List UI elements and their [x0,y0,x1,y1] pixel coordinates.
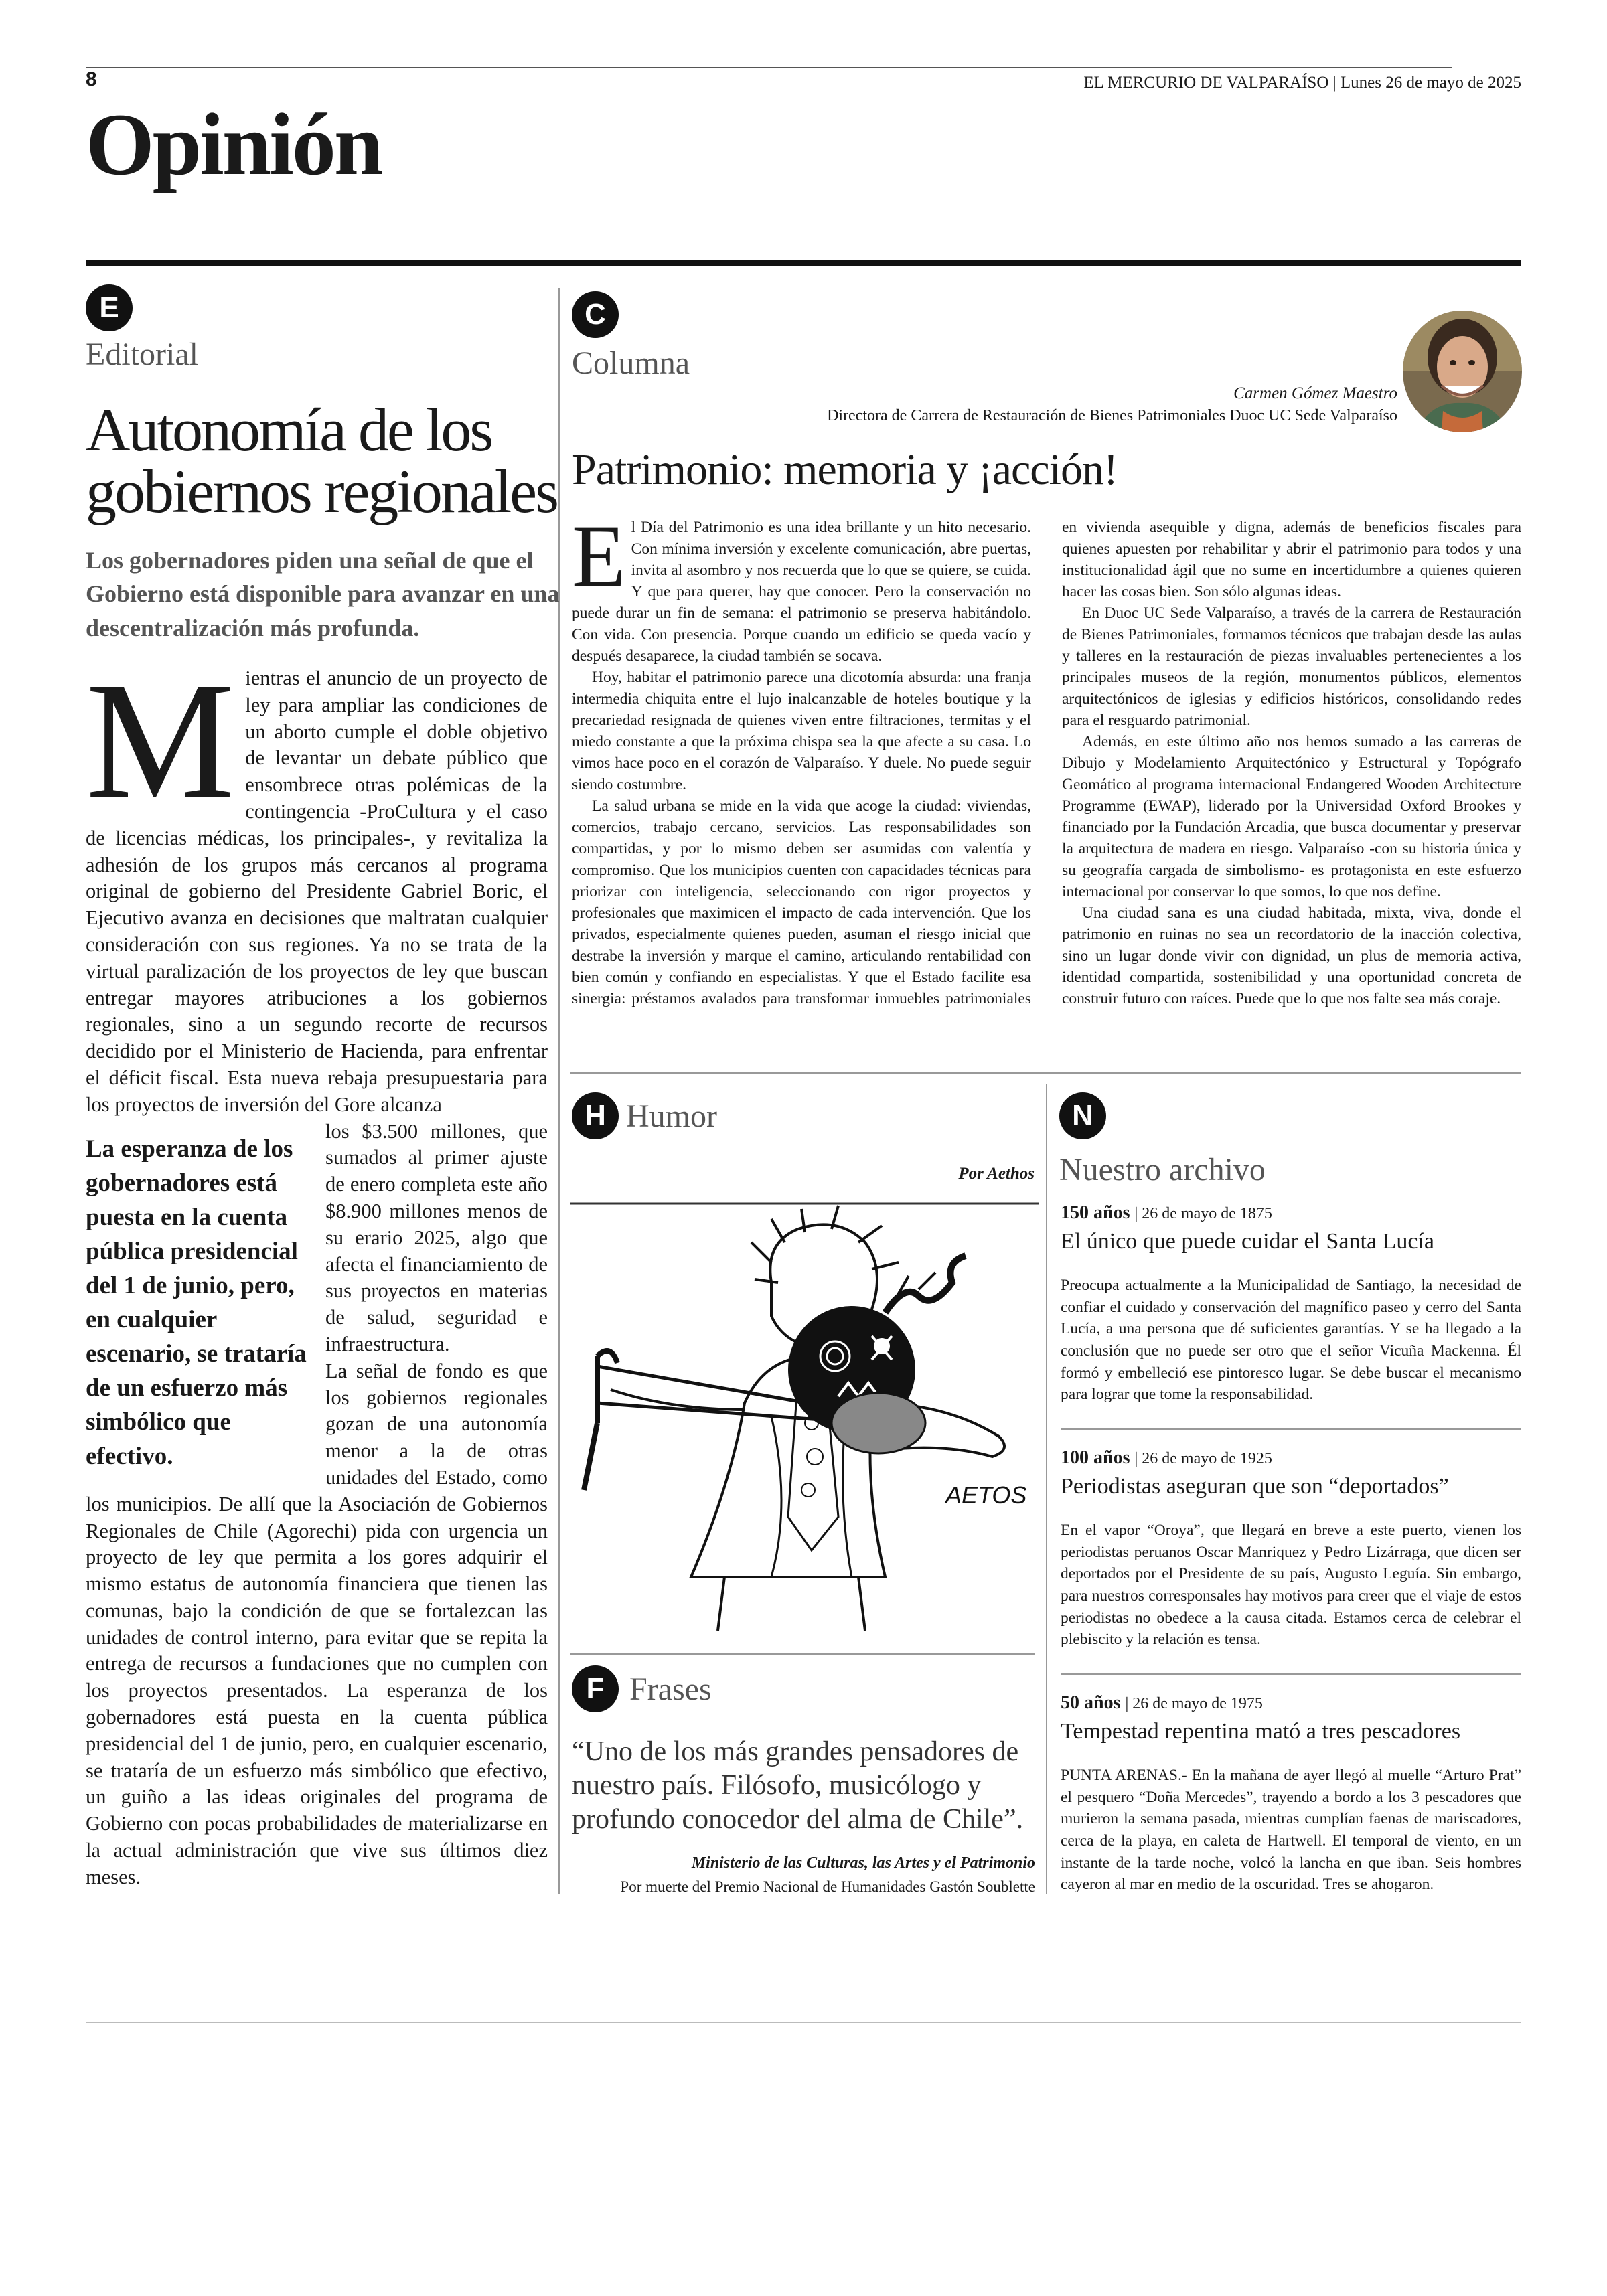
masthead-name: EL MERCURIO DE VALPARAÍSO [1083,74,1329,92]
archivo-item-years: 50 años [1061,1692,1121,1713]
columna-headline: Patrimonio: memoria y ¡acción! [572,445,1118,494]
humor-badge: H [572,1092,619,1139]
archivo-item-date-text: | 26 de mayo de 1875 [1134,1205,1272,1222]
columna-paragraph-2: Hoy, habitar el patrimonio parece una dicotomía absurda: una franja intermedia chiquita entre el lujo inalcanzable de hoteles boutique y la precariedad resignada de quienes viven entre filtraciones, termitas y el miedo constante a que la próxima chispa sea la que afecte a su casa. Lo vimos hace poco en el corazón de Valparaíso. Y duele. No puede seguir siendo costumbre. [572,669,1031,793]
masthead-date: Lunes 26 de mayo de 2025 [1340,74,1521,92]
archivo-item [1061,1202,1521,1406]
archivo-item-date-text: | 26 de mayo de 1975 [1125,1695,1263,1712]
archivo-divider [1061,1673,1521,1675]
archivo-item-date [1061,1692,1521,1714]
columna-label: Columna [572,345,690,381]
editorial-body-part2: los $3.500 millones, que sumados al primer ajuste de enero completa este año $8.900 millones menos de su erario 2025, algo que afecta el financiamiento de sus proyectos en materias de salud, seguridad e infraestructura. [325,1119,548,1356]
archivo-item-headline: Tempestad repentina mató a tres pescadores [1061,1719,1461,1744]
frases-badge: F [572,1665,619,1712]
humor-label: Humor [626,1098,717,1134]
header-rule [86,67,1452,68]
columna-paragraph-6: Una ciudad sana es una ciudad habitada, mixta, viva, donde el patrimonio en ruinas no sea un recordatorio de la inacción colectiva, sino un lugar donde vivir con dignidad, un plus de memoria activa, identidad compartida, sostenibilidad y una oportunidad concreta de construir futuro con raíces. Puede que lo que nos falte sea más coraje. [1062,904,1521,1007]
frases-label: Frases [629,1671,712,1707]
section-title: Opinión [86,95,382,193]
archivo-badge: N [1059,1092,1106,1139]
columna-paragraph-3: La salud urbana se mide en la vida que acoge la ciudad: viviendas, comercios, trabajo cercano, servicios. Las responsabilidades son compartidas, y por lo mismo deben ser asumidas con valentía y compromiso. Que los municipios cuenten con capacidades técnicas para priorizar con inteligencia, seleccionando con rigor proyectos y profesionales que maximicen el impacto de cada intervención. Que los privados, especialmente quienes pueden, asuman el riesgo inicial que destrabe la inversión y marque el camino, articulando rentabilidad con bien común y confiando en especialistas. Y que el Estado facilite esa sinergia: préstamos avalados para transformar inmuebles patrimoniales en vivienda asequible y digna, además de beneficios fiscales para quienes apuesten por rehabilitar y abrir el patrimonio para todos y una institucionalidad ágil que no sume en incertidumbre a quienes quieren hacer las cosas bien. Son sólo algunas ideas. [572,519,1521,1007]
frases-quote: “Uno de los más grandes pensadores de nuestro país. Filósofo, musicólogo y profundo conocedor del alma de Chile”. [572,1736,1024,1835]
columna-dropcap: E [572,507,626,605]
masthead: EL MERCURIO DE VALPARAÍSO | Lunes 26 de mayo de 2025 [1083,74,1521,92]
column-divider-right [1046,1084,1047,1894]
section-rule [86,260,1521,266]
archivo-item-body: En el vapor “Oroya”, que llegará en breve a este puerto, vienen los periodistas peruanos Oscar Manriquez y Pedro Lizárraga, que dicen ser deportados por el Presidente de su país, Augusto Leguía. Sin embargo, para nuestros corresponsales hay motivos para creer que el viaje de estos periodistas no obedece a la causa citada. Estamos cerca de celebrar el plebiscito y la relación es tensa. [1061,1522,1521,1649]
archivo-item [1061,1447,1521,1651]
editorial-deck: Los gobernadores piden una señal de que el Gobierno está disponible para avanzar en una descentralización más profunda. [86,547,560,641]
frases-source: Ministerio de las Culturas, las Artes y el Patrimonio [691,1854,1035,1872]
columna-badge: C [572,291,619,338]
editorial-label: Editorial [86,337,198,372]
archivo-item-body: PUNTA ARENAS.- En la mañana de ayer llegó al muelle “Arturo Prat” el pesquero “Doña Mercedes”, trayendo a bordo a los 3 pescadores que murieron la semana pasada, mientras cumplían faenas de mariscadores, cerca de la playa, en caleta de Hartwell. El temporal de viento, en un instante de la tarde noche, volcó la lancha en que iban. Seis hombres cayeron al mar en medio de la oscuridad. Tres se ahogaron. [1061,1767,1521,1894]
humor-cartoon [570,1202,1039,1645]
cartoon-signature: AETOS [945,1481,1027,1509]
column-divider-left [558,288,560,1894]
humor-credit: Por Aethos [958,1165,1035,1183]
archivo-item-headline: Periodistas aseguran que son “deportados” [1061,1474,1449,1499]
columna-paragraph-4: En Duoc UC Sede Valparaíso, a través de la carrera de Restauración de Bienes Patrimoniales, formamos técnicos que trabajan desde las aulas y talleres en la restauración de piezas invaluables pertenecientes a los principales museos de la región, monumentos públicos, elementos arquitectónicos de iglesias y edificios históricos, consolidando redes para el resguardo patrimonial. [1062,604,1521,729]
archivo-item-years: 100 años [1061,1447,1130,1468]
editorial-body-part3: La señal de fondo es que los gobiernos regionales gozan de una autonomía menor a la de otras unidades del Estado, como los municipios. De allí que la Asociación de Gobiernos Regionales de Chile (Agorechi) pida con urgencia un proyecto de ley que permita a los gores adquirir el mismo estatus de autonomía financiera que tienen las comunas, bajo la condición de que se fortalezcan las unidades de control interno, para evitar que se repita la entrega de recursos a fundaciones que no cumplen con los proyectos presentados. La esperanza de los gobernadores está puesta en la cuenta pública presidencial del 1 de junio, pero, en cualquier escenario, se trataría de un esfuerzo más simbólico que efectivo, un guiño a las ideas originales del programa de Gobierno con pocas probabilidades de materializarse en la actual administración que vive sus últimos diez meses. [86,1359,548,1888]
columna-author-role: Directora de Carrera de Restauración de Bienes Patrimoniales Duoc UC Sede Valparaíso [827,407,1397,424]
page-number: 8 [86,68,97,90]
columna-bottom-rule [570,1072,1521,1074]
editorial-body [86,648,548,1891]
archivo-divider [1061,1428,1521,1430]
archivo-item-date [1061,1202,1521,1224]
editorial-headline-line2: gobiernos regionales [86,457,557,525]
archivo-item-years: 150 años [1061,1202,1130,1223]
frases-top-rule [570,1653,1035,1655]
archivo-item-date-text: | 26 de mayo de 1925 [1134,1450,1272,1467]
page-bottom-rule [86,2022,1521,2023]
frases-context: Por muerte del Premio Nacional de Humanidades Gastón Soublette [620,1878,1035,1895]
columna-author: Carmen Gómez Maestro [1233,384,1397,402]
editorial-dropcap: M [86,648,235,833]
editorial-pullquote: La esperanza de los gobernadores está puesta en la cuenta pública presidencial del 1 de junio, pero, en cualquier escenario, se trataría de un esfuerzo más simbólico que efectivo. [86,1135,307,1470]
archivo-item-headline: El único que puede cuidar el Santa Lucía [1061,1229,1434,1254]
columna-paragraph-1: l Día del Patrimonio es una idea brillante y un hito necesario. Con mínima inversión y excelente comunicación, abre puertas, invita al asombro y nos recuerda que lo que se quiere, se cuida. Y que para querer, hay que conocer. Pero la conservación no puede durar un fin de semana: el patrimonio se preserva habitándolo. Con vida. Con presencia. Porque cuando un edificio se queda vacío y después desaparece, la ciudad también se socava. [572,519,1031,665]
columna-paragraph-5: Además, en este último año nos hemos sumado a las carreras de Dibujo y Modelamiento Arquitectónico y Estructural y Topógrafo Geomático al programa internacional Endangered Wooden Architecture Programme (EWAP), liderado por la Universidad Oxford Brookes y financiado por la Fundación Arcadia, que busca documentar y preservar la arquitectura de madera en riesgo. Valparaíso -con su historia única y su geografía cargada de simbolismo- es protagonista en este esfuerzo internacional por conservar lo que somos, lo que nos define. [1062,733,1521,900]
archivo-item [1061,1692,1521,1896]
archivo-item-date [1061,1447,1521,1469]
editorial-headline-line1: Autonomía de los [86,396,492,464]
columna-body [572,507,1521,1059]
author-photo [1403,311,1522,432]
archivo-item-body: Preocupa actualmente a la Municipalidad de Santiago, la necesidad de confiar el cuidado y conservación del magnífico paseo y cerro del Santa Lucía, a una persona que dé suficientes garantías. Y se ha llegado a la conclusión que no puede ser otro que el señor Vicuña Mackenna. Él formó y embelleció ese pintoresco lugar. Se debe buscar el mecanismo para lograr que tome la responsabilidad. [1061,1277,1521,1404]
editorial-body-part1: ientras el anuncio de un proyecto de ley para ampliar las condiciones de un aborto cumple el doble objetivo de levantar un debate público que ensombrece otras polémicas de la contingencia -ProCultura y el caso de licencias médicas, los principales-, y revitaliza la adhesión de los grupos más cercanos al programa original de gobierno del Presidente Gabriel Boric, el Ejecutivo avanza en decisiones que maltratan cualquier consideración con sus regiones. Ya no se trata de la virtual paralización de los proyectos de ley que buscan entregar mayores atribuciones a los gobiernos regionales, sino a un segundo recorte de recursos decidido por el Ministerio de Hacienda, para enfrentar el déficit fiscal. Esta nueva rebaja presupuestaria para los proyectos de inversión del Gore alcanza [86,667,548,1116]
editorial-badge: E [86,284,133,331]
archivo-label: Nuestro archivo [1059,1152,1266,1187]
editorial-headline [86,396,561,525]
